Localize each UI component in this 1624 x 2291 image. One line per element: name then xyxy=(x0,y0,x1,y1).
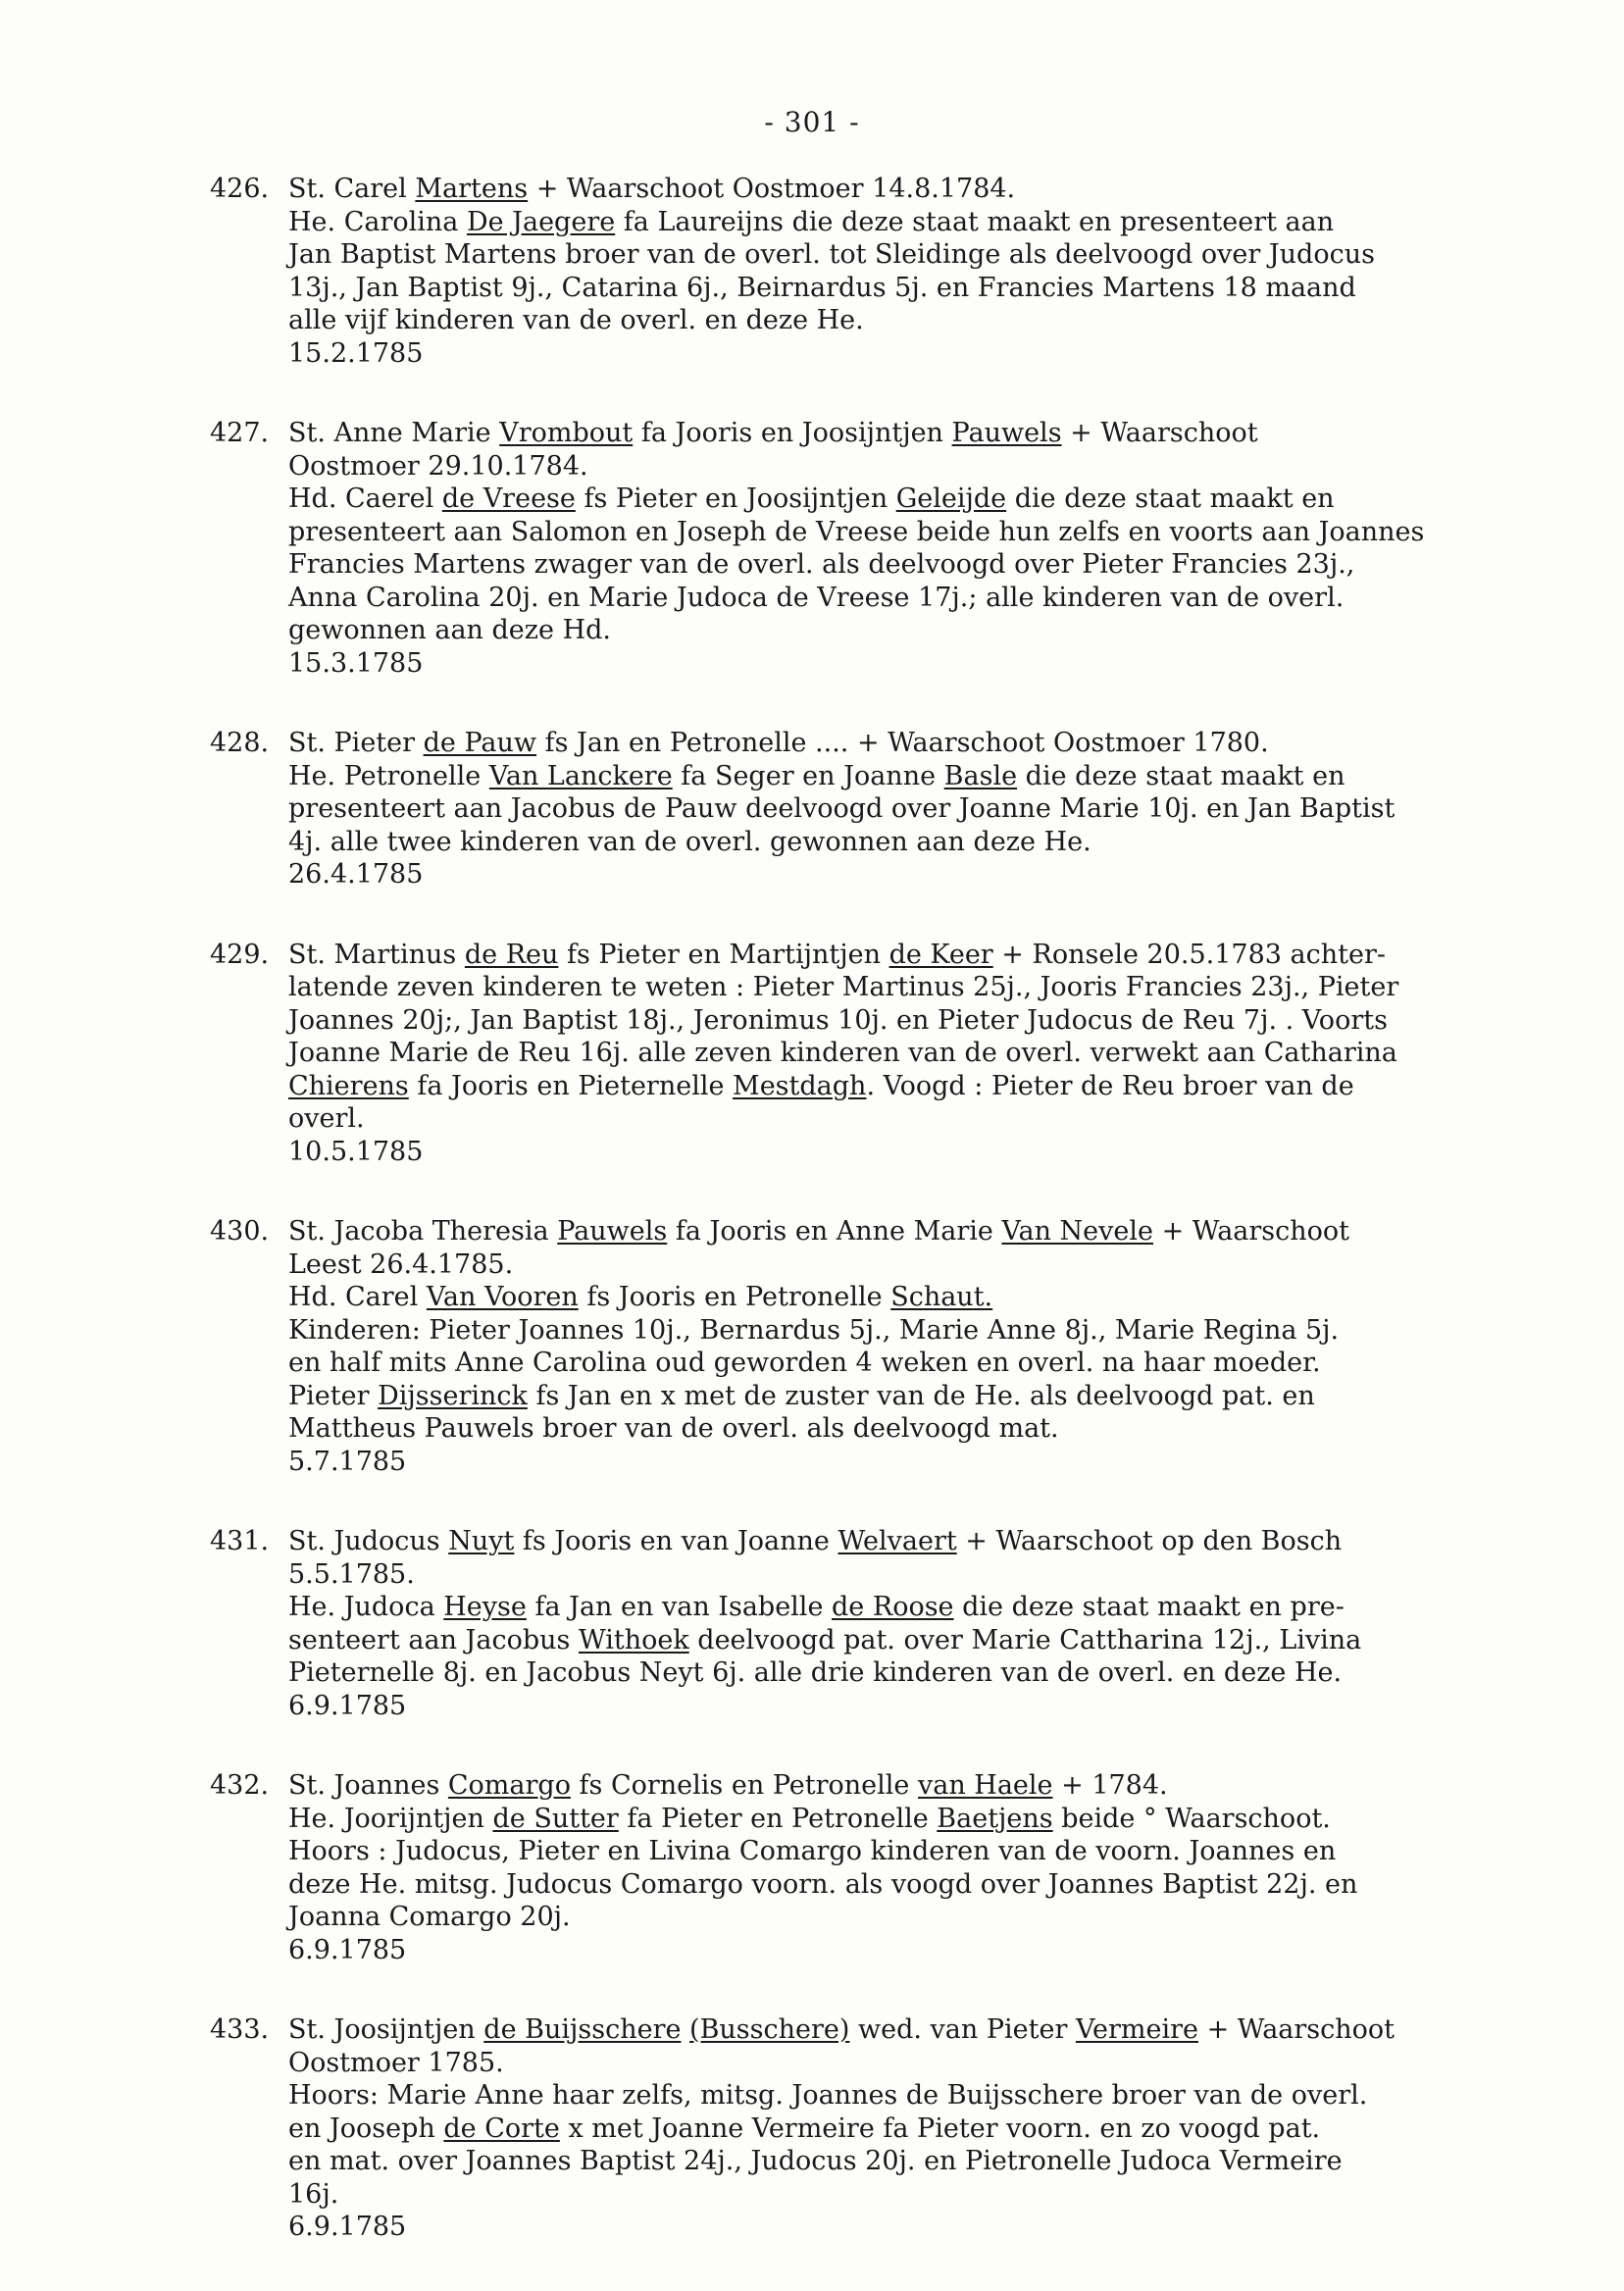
text-line: Anna Carolina 20j. en Marie Judoca de Vreese 17j.; alle kinderen van de overl. xyxy=(288,582,1345,613)
text-line: deze He. mitsg. Judocus Comargo voorn. als voogd over Joannes Baptist 22j. en xyxy=(288,1868,1358,1900)
page-number: - 301 - xyxy=(764,106,860,138)
entry-432 xyxy=(210,1769,1563,1966)
underlined-name: Vrombout xyxy=(499,418,634,448)
entry-number: 426. xyxy=(210,174,270,204)
text-line: 15.2.1785 xyxy=(288,337,424,369)
entry-text xyxy=(288,417,1563,680)
text-line: Kinderen: Pieter Joannes 10j., Bernardus 5j., Marie Anne 8j., Marie Regina 5j. xyxy=(288,1314,1340,1346)
text-line: Francies Martens zwager van de overl. als deelvoogd over Pieter Francies 23j., xyxy=(288,549,1355,580)
text-line: 6.9.1785 xyxy=(288,1690,407,1721)
text-line: Joannes 20j;, Jan Baptist 18j., Jeronimus 10j. en Pieter Judocus de Reu 7j. . Voorts xyxy=(288,1004,1388,1036)
underlined-name: Chierens xyxy=(288,1070,409,1101)
underlined-name: Welvaert xyxy=(837,1526,957,1556)
underlined-name: Van Lanckere xyxy=(488,760,673,791)
text-line: Pieter Dijsserinck fs Jan en x met de zuster van de He. als deelvoogd pat. en xyxy=(288,1380,1315,1411)
text-line: He. Petronelle Van Lanckere fa Seger en Joanne Basle die deze staat maakt en xyxy=(288,760,1345,791)
entry-text xyxy=(288,1525,1563,1722)
underlined-name: Pauwels xyxy=(951,418,1062,448)
text-line: overl. xyxy=(288,1103,365,1134)
text-line: Mattheus Pauwels broer van de overl. als deelvoogd mat. xyxy=(288,1413,1059,1444)
text-line: Hd. Caerel de Vreese fs Pieter en Joosijntjen Geleijde die deze staat maakt en xyxy=(288,484,1335,514)
underlined-name: Geleijde xyxy=(895,484,1007,514)
entry-431 xyxy=(210,1525,1563,1722)
underlined-name: Nuyt xyxy=(448,1526,515,1556)
entry-number: 428. xyxy=(210,728,270,758)
text-line: en half mits Anne Carolina oud geworden 4 weken en overl. na haar moeder. xyxy=(288,1348,1321,1378)
text-line: alle vijf kinderen van de overl. en deze He. xyxy=(288,305,864,335)
underlined-name: de Sutter xyxy=(492,1803,619,1834)
entry-number: 432. xyxy=(210,1770,270,1801)
text-line: 5.5.1785. xyxy=(288,1558,415,1590)
entry-number: 433. xyxy=(210,2014,270,2045)
underlined-name: Basle xyxy=(943,760,1018,791)
text-line: Leest 26.4.1785. xyxy=(288,1248,514,1280)
entry-433 xyxy=(210,2013,1563,2244)
text-line: St. Martinus de Reu fs Pieter en Martijntjen de Keer + Ronsele 20.5.1783 achter- xyxy=(288,939,1386,970)
entry-429 xyxy=(210,939,1563,1169)
underlined-name: de Roose xyxy=(832,1592,954,1622)
underlined-name: de Corte xyxy=(443,2113,560,2144)
text-line: 16j. xyxy=(288,2178,339,2210)
text-line: Joanne Marie de Reu 16j. alle zeven kinderen van de overl. verwekt aan Catharina xyxy=(288,1038,1397,1068)
text-line: St. Pieter de Pauw fs Jan en Petronelle .... + Waarschoot Oostmoer 1780. xyxy=(288,728,1269,758)
underlined-name: Comargo xyxy=(447,1770,571,1801)
text-line: en Jooseph de Corte x met Joanne Vermeire fa Pieter voorn. en zo voogd pat. xyxy=(288,2113,1321,2144)
text-line: St. Carel Martens + Waarschoot Oostmoer 14.8.1784. xyxy=(288,174,1016,204)
entry-number: 429. xyxy=(210,939,270,970)
text-line: St. Jacoba Theresia Pauwels fa Jooris en Anne Marie Van Nevele + Waarschoot xyxy=(288,1216,1350,1247)
entry-text xyxy=(288,727,1563,891)
text-line: 4j. alle twee kinderen van de overl. gewonnen aan deze He. xyxy=(288,826,1091,857)
text-line: gewonnen aan deze Hd. xyxy=(288,615,611,645)
underlined-name: Withoek xyxy=(578,1624,689,1655)
entry-428 xyxy=(210,727,1563,891)
text-line: latende zeven kinderen te weten : Pieter Martinus 25j., Jooris Francies 23j., Pieter xyxy=(288,972,1399,1002)
text-line: Oostmoer 29.10.1784. xyxy=(288,450,588,482)
text-line: St. Joosijntjen de Buijsschere (Busschere) wed. van Pieter Vermeire + Waarschoot xyxy=(288,2014,1396,2045)
underlined-name: Schaut. xyxy=(890,1282,993,1312)
underlined-name: Vermeire xyxy=(1075,2014,1198,2045)
text-line: Jan Baptist Martens broer van de overl. tot Sleidinge als deelvoogd over Judocus xyxy=(288,239,1375,270)
entry-430 xyxy=(210,1215,1563,1478)
text-line: Oostmoer 1785. xyxy=(288,2047,504,2078)
underlined-name: de Vreese xyxy=(441,484,576,514)
text-line: Hoors: Marie Anne haar zelfs, mitsg. Joannes de Buijsschere broer van de overl. xyxy=(288,2080,1368,2111)
entry-text xyxy=(288,2013,1563,2244)
text-line: 10.5.1785 xyxy=(288,1136,424,1167)
text-line: Pieternelle 8j. en Jacobus Neyt 6j. alle drie kinderen van de overl. en deze He. xyxy=(288,1657,1343,1688)
entry-number: 427. xyxy=(210,418,270,448)
underlined-name: de Reu xyxy=(464,939,559,970)
entries-list xyxy=(210,173,1563,2291)
underlined-name: Martens xyxy=(415,174,529,204)
underlined-name: de Pauw xyxy=(423,728,537,758)
text-line: Chierens fa Jooris en Pieternelle Mestdagh. Voogd : Pieter de Reu broer van de xyxy=(288,1070,1354,1101)
text-line: St. Judocus Nuyt fs Jooris en van Joanne Welvaert + Waarschoot op den Bosch xyxy=(288,1526,1343,1556)
underlined-name: De Jaegere xyxy=(466,206,616,237)
text-line: 6.9.1785 xyxy=(288,2212,407,2242)
entry-426 xyxy=(210,173,1563,370)
text-line: 5.7.1785 xyxy=(288,1446,407,1477)
text-line: Hoors : Judocus, Pieter en Livina Comargo kinderen van de voorn. Joannes en xyxy=(288,1836,1337,1866)
entry-text xyxy=(288,939,1563,1169)
text-line: He. Judoca Heyse fa Jan en van Isabelle de Roose die deze staat maakt en pre- xyxy=(288,1592,1345,1622)
text-line: St. Joannes Comargo fs Cornelis en Petronelle van Haele + 1784. xyxy=(288,1770,1168,1801)
underlined-name: Baetjens xyxy=(937,1803,1053,1834)
text-line: 13j., Jan Baptist 9j., Catarina 6j., Beirnardus 5j. en Francies Martens 18 maand xyxy=(288,272,1356,303)
underlined-name: de Keer xyxy=(888,939,993,970)
text-line: Joanna Comargo 20j. xyxy=(288,1902,571,1932)
text-line: He. Joorijntjen de Sutter fa Pieter en Petronelle Baetjens beide ° Waarschoot. xyxy=(288,1803,1331,1834)
text-line: presenteert aan Salomon en Joseph de Vreese beide hun zelfs en voorts aan Joannes xyxy=(288,516,1425,547)
text-line: 6.9.1785 xyxy=(288,1934,407,1965)
underlined-name: de Buijsschere xyxy=(483,2014,682,2045)
entry-number: 430. xyxy=(210,1216,270,1247)
underlined-name: (Busschere) xyxy=(689,2014,850,2045)
entry-text xyxy=(288,1769,1563,1966)
entry-427 xyxy=(210,417,1563,680)
text-line: 15.3.1785 xyxy=(288,647,424,679)
text-line: St. Anne Marie Vrombout fa Jooris en Joosijntjen Pauwels + Waarschoot xyxy=(288,418,1258,448)
entry-text xyxy=(288,1215,1563,1478)
text-line: presenteert aan Jacobus de Pauw deelvoogd over Joanne Marie 10j. en Jan Baptist xyxy=(288,793,1396,824)
underlined-name: Mestdagh xyxy=(733,1070,867,1101)
underlined-name: Heyse xyxy=(443,1592,527,1622)
underlined-name: Van Nevele xyxy=(1001,1216,1154,1247)
underlined-name: Dijsserinck xyxy=(378,1380,528,1411)
text-line: en mat. over Joannes Baptist 24j., Judocus 20j. en Pietronelle Judoca Vermeire xyxy=(288,2146,1343,2176)
underlined-name: Van Vooren xyxy=(426,1282,579,1312)
underlined-name: Pauwels xyxy=(557,1216,668,1247)
text-line: 26.4.1785 xyxy=(288,859,424,890)
entry-text xyxy=(288,173,1563,370)
entry-number: 431. xyxy=(210,1526,270,1556)
underlined-name: van Haele xyxy=(917,1770,1053,1801)
text-line: senteert aan Jacobus Withoek deelvoogd pat. over Marie Cattharina 12j., Livina xyxy=(288,1624,1362,1655)
text-line: He. Carolina De Jaegere fa Laureijns die deze staat maakt en presenteert aan xyxy=(288,206,1335,237)
text-line: Hd. Carel Van Vooren fs Jooris en Petronelle Schaut. xyxy=(288,1282,993,1312)
